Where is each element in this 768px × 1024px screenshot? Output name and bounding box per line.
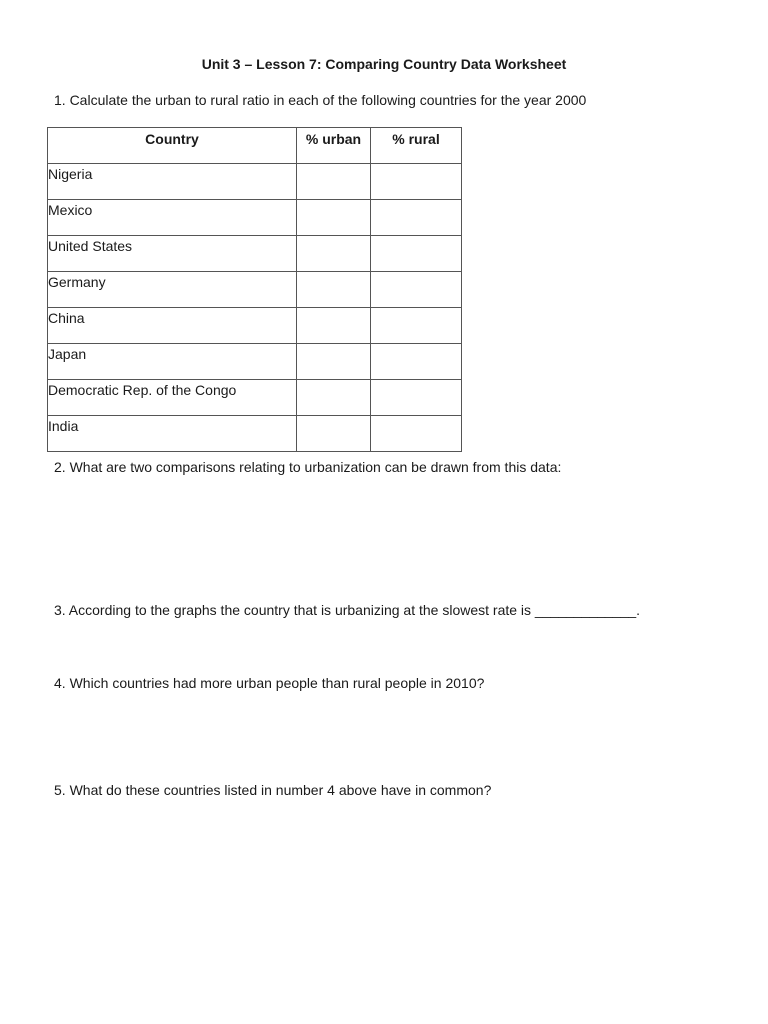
rural-cell[interactable] (371, 308, 462, 344)
table-row (48, 272, 462, 308)
question-5: 5. What do these countries listed in number 4 above have in common? (54, 782, 492, 798)
table-header-row (48, 128, 462, 164)
rural-cell[interactable] (371, 344, 462, 380)
question-2: 2. What are two comparisons relating to urbanization can be drawn from this data: (54, 459, 562, 475)
country-cell: Japan (48, 344, 297, 380)
urban-cell[interactable] (297, 164, 371, 200)
table-row (48, 416, 462, 452)
urban-cell[interactable] (297, 272, 371, 308)
urban-cell[interactable] (297, 236, 371, 272)
header-country: Country (48, 128, 297, 164)
urban-cell[interactable] (297, 200, 371, 236)
country-cell: Democratic Rep. of the Congo (48, 380, 297, 416)
country-cell: China (48, 308, 297, 344)
header-urban: % urban (297, 128, 371, 164)
table-row (48, 308, 462, 344)
question-1: 1. Calculate the urban to rural ratio in each of the following countries for the year 2000 (54, 92, 587, 108)
urban-cell[interactable] (297, 416, 371, 452)
urban-cell[interactable] (297, 344, 371, 380)
question-4: 4. Which countries had more urban people than rural people in 2010? (54, 675, 485, 691)
rural-cell[interactable] (371, 272, 462, 308)
urban-cell[interactable] (297, 308, 371, 344)
country-cell: Mexico (48, 200, 297, 236)
header-rural: % rural (371, 128, 462, 164)
country-cell: United States (48, 236, 297, 272)
table-row (48, 164, 462, 200)
country-cell: Germany (48, 272, 297, 308)
rural-cell[interactable] (371, 236, 462, 272)
table-row (48, 236, 462, 272)
country-data-table (47, 127, 462, 452)
worksheet-title (0, 56, 768, 72)
table-row (48, 380, 462, 416)
table-row (48, 344, 462, 380)
rural-cell[interactable] (371, 164, 462, 200)
question-3: 3. According to the graphs the country that is urbanizing at the slowest rate is _____________. (54, 602, 641, 618)
rural-cell[interactable] (371, 200, 462, 236)
country-cell: India (48, 416, 297, 452)
rural-cell[interactable] (371, 380, 462, 416)
worksheet-title-text: Unit 3 – Lesson 7: Comparing Country Data Worksheet (201, 56, 567, 72)
rural-cell[interactable] (371, 416, 462, 452)
country-cell: Nigeria (48, 164, 297, 200)
urban-cell[interactable] (297, 380, 371, 416)
table-row (48, 200, 462, 236)
